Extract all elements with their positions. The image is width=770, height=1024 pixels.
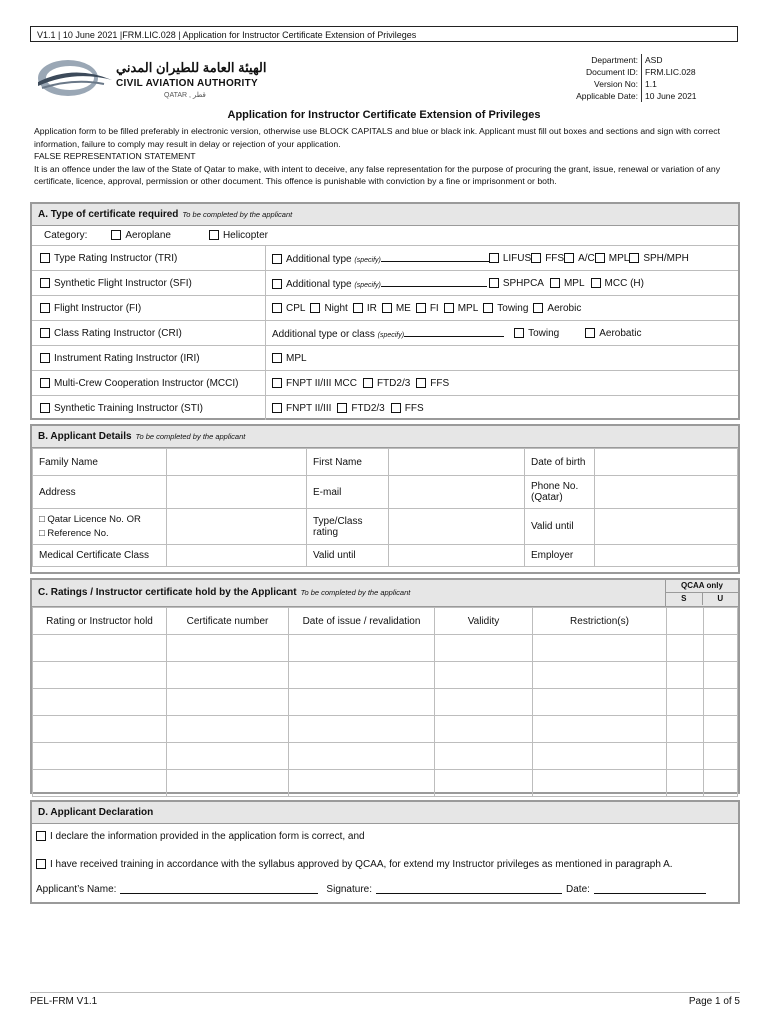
restriction-cell[interactable] bbox=[533, 770, 667, 797]
lifus-label: LIFUS bbox=[502, 252, 532, 264]
section-b bbox=[30, 424, 740, 574]
fnpt-checkbox[interactable] bbox=[272, 403, 282, 413]
tri-checkbox[interactable] bbox=[40, 253, 50, 263]
u-cell bbox=[704, 689, 738, 716]
ratings-table bbox=[32, 607, 738, 797]
restriction-cell[interactable] bbox=[533, 689, 667, 716]
swoosh-logo-icon bbox=[34, 56, 114, 102]
aeroplane-label: Aeroplane bbox=[125, 230, 171, 241]
specify-hint: (specify) bbox=[354, 257, 381, 264]
col-s-cell bbox=[667, 608, 704, 635]
section-d-header bbox=[32, 802, 738, 824]
caa-logo bbox=[34, 56, 294, 102]
ffs-checkbox[interactable] bbox=[531, 253, 541, 263]
cri-row bbox=[32, 321, 738, 346]
helicopter-label: Helicopter bbox=[222, 230, 268, 241]
section-c-header bbox=[32, 580, 738, 607]
tri-label: Type Rating Instructor (TRI) bbox=[54, 252, 178, 264]
restriction-cell[interactable] bbox=[533, 743, 667, 770]
table-row bbox=[33, 770, 738, 797]
sph-mph-label: SPH/MPH bbox=[643, 252, 689, 264]
mpl-checkbox[interactable] bbox=[595, 253, 605, 263]
cert-cell[interactable] bbox=[167, 635, 289, 662]
sti-checkbox[interactable] bbox=[40, 403, 50, 413]
qcaa-u-label: U bbox=[717, 594, 724, 603]
mcc-h-label: MCC (H) bbox=[604, 277, 644, 289]
fnpt-mcc-checkbox[interactable] bbox=[272, 378, 282, 388]
aeroplane-checkbox[interactable] bbox=[111, 230, 121, 240]
date-cell[interactable] bbox=[289, 743, 435, 770]
meta-value: FRM.LIC.028 bbox=[645, 67, 696, 77]
col-date-issue-header: Date of issue / revalidation bbox=[289, 608, 435, 635]
col-rating-header: Rating or Instructor hold bbox=[33, 608, 167, 635]
cert-cell[interactable] bbox=[167, 743, 289, 770]
fi-opt-label: FI bbox=[429, 302, 439, 314]
date-field[interactable] bbox=[594, 880, 706, 894]
declaration-2-row bbox=[32, 850, 738, 880]
validity-cell[interactable] bbox=[435, 716, 533, 743]
applicant-name-field[interactable] bbox=[120, 880, 318, 894]
iri-label: Instrument Rating Instructor (IRI) bbox=[54, 352, 200, 364]
table-row bbox=[33, 689, 738, 716]
mcci-row bbox=[32, 371, 738, 396]
tri-additional-checkbox[interactable] bbox=[272, 254, 282, 264]
table-row bbox=[33, 716, 738, 743]
first-name-label: First Name bbox=[307, 449, 389, 476]
helicopter-checkbox[interactable] bbox=[209, 230, 219, 240]
intro-instructions: Application form to be filled preferably in electronic version, otherwise use BLOCK CAPITALS and blue or black ink. Applicant must fill out boxes and sections and sign with correct information, failure to comply may result in delay or rejection of your application. bbox=[34, 126, 721, 149]
rating-cell[interactable] bbox=[33, 743, 167, 770]
type-class-field[interactable] bbox=[389, 509, 525, 545]
licence-field[interactable] bbox=[167, 509, 307, 545]
date-cell[interactable] bbox=[289, 716, 435, 743]
family-name-label: Family Name bbox=[33, 449, 167, 476]
fi-mpl-checkbox[interactable] bbox=[444, 303, 454, 313]
medical-label: Medical Certificate Class bbox=[33, 545, 167, 567]
declaration-2-checkbox[interactable] bbox=[36, 859, 46, 869]
u-cell bbox=[704, 770, 738, 797]
valid-until-label: Valid until bbox=[525, 509, 595, 545]
meta-value: ASD bbox=[645, 55, 663, 65]
restriction-cell[interactable] bbox=[533, 716, 667, 743]
tri-additional-label: Additional type bbox=[286, 254, 352, 265]
address-label: Address bbox=[33, 476, 167, 509]
tri-specify-line[interactable] bbox=[381, 251, 489, 262]
aerobatic-checkbox[interactable] bbox=[585, 328, 595, 338]
mcci-ftd-checkbox[interactable] bbox=[363, 378, 373, 388]
sti-ffs-label: FFS bbox=[404, 402, 424, 414]
mcci-ffs-checkbox[interactable] bbox=[416, 378, 426, 388]
signature-label: Signature: bbox=[326, 884, 373, 895]
s-cell bbox=[667, 689, 704, 716]
u-cell bbox=[704, 662, 738, 689]
iri-checkbox[interactable] bbox=[40, 353, 50, 363]
validity-cell[interactable] bbox=[435, 770, 533, 797]
table-row bbox=[33, 662, 738, 689]
licence-label: □ Qatar Licence No. OR bbox=[39, 513, 141, 525]
u-cell bbox=[704, 716, 738, 743]
family-name-field[interactable] bbox=[167, 449, 307, 476]
employer-label: Employer bbox=[525, 545, 595, 567]
false-rep-heading: FALSE REPRESENTATION STATEMENT bbox=[34, 151, 196, 162]
type-class-label: Type/Class rating bbox=[307, 509, 389, 545]
fi-label: Flight Instructor (FI) bbox=[54, 302, 142, 314]
date-cell[interactable] bbox=[289, 662, 435, 689]
night-checkbox[interactable] bbox=[310, 303, 320, 313]
col-validity-header: Validity bbox=[435, 608, 533, 635]
ir-label: IR bbox=[366, 302, 377, 314]
date-cell[interactable] bbox=[289, 770, 435, 797]
ffs-label: FFS bbox=[545, 252, 565, 264]
me-label: ME bbox=[395, 302, 411, 314]
logo-english-text: CIVIL AVIATION AUTHORITY bbox=[116, 78, 259, 89]
email-label: E-mail bbox=[307, 476, 389, 509]
fi-opt-checkbox[interactable] bbox=[416, 303, 426, 313]
rating-cell[interactable] bbox=[33, 689, 167, 716]
false-rep-statement: It is an offence under the law of the State of Qatar to make, with intent to deceive, any false representation for the purpose of procuring the grant, issue, renewal or variation of any certificate, licence, approval, permission or other document. This offence is punishable with conviction by a fine or imprisonment or both. bbox=[34, 163, 721, 187]
rating-cell[interactable] bbox=[33, 770, 167, 797]
restriction-cell[interactable] bbox=[533, 635, 667, 662]
towing-checkbox[interactable] bbox=[483, 303, 493, 313]
section-a-title: A. Type of certificate required bbox=[38, 209, 179, 220]
aerobatic-label: Aerobatic bbox=[599, 327, 642, 339]
medical-field[interactable] bbox=[167, 545, 307, 567]
footer-form-id: PEL-FRM V1.1 bbox=[30, 996, 98, 1007]
sfi-additional-label: Additional type bbox=[286, 279, 352, 290]
phone-field[interactable] bbox=[595, 476, 738, 509]
page-title: Application for Instructor Certificate Extension of Privileges bbox=[227, 109, 541, 121]
section-a-note: To be completed by the applicant bbox=[182, 210, 293, 219]
sfi-checkbox[interactable] bbox=[40, 278, 50, 288]
cri-label: Class Rating Instructor (CRI) bbox=[54, 327, 182, 339]
section-c-note: To be completed by the applicant bbox=[300, 588, 411, 597]
ir-checkbox[interactable] bbox=[353, 303, 363, 313]
cri-checkbox[interactable] bbox=[40, 328, 50, 338]
footer-page-number: Page 1 of 5 bbox=[688, 996, 740, 1007]
me-checkbox[interactable] bbox=[382, 303, 392, 313]
table-row bbox=[33, 635, 738, 662]
employer-field[interactable] bbox=[595, 545, 738, 567]
declaration-1-text: I declare the information provided in the application form is correct, and bbox=[50, 831, 365, 842]
rating-cell[interactable] bbox=[33, 662, 167, 689]
mcci-ftd-label: FTD2/3 bbox=[376, 377, 411, 389]
sfi-specify-line[interactable] bbox=[381, 276, 487, 287]
sph-mph-checkbox[interactable] bbox=[629, 253, 639, 263]
applicant-name-label: Applicant’s Name: bbox=[36, 884, 117, 895]
aerobic-checkbox[interactable] bbox=[533, 303, 543, 313]
section-b-header bbox=[32, 426, 738, 448]
table-row bbox=[33, 743, 738, 770]
sphpca-label: SPHPCA bbox=[502, 277, 544, 289]
col-restrictions-header: Restriction(s) bbox=[533, 608, 667, 635]
section-b-title: B. Applicant Details bbox=[38, 431, 132, 442]
cert-cell[interactable] bbox=[167, 662, 289, 689]
validity-cell[interactable] bbox=[435, 743, 533, 770]
category-row bbox=[32, 226, 738, 246]
fnpt-label: FNPT II/III bbox=[286, 402, 332, 414]
fi-mpl-label: MPL bbox=[457, 302, 479, 314]
meta-value: 10 June 2021 bbox=[645, 91, 697, 101]
reference-label: □ Reference No. bbox=[39, 527, 109, 539]
document-topline: V1.1 | 10 June 2021 |FRM.LIC.028 | Application for Instructor Certificate Extension of Privileges bbox=[30, 26, 738, 42]
s-cell bbox=[667, 662, 704, 689]
licence-label-cell bbox=[33, 509, 167, 545]
email-field[interactable] bbox=[389, 476, 525, 509]
section-d bbox=[30, 800, 740, 904]
night-label: Night bbox=[324, 302, 348, 314]
sti-label: Synthetic Training Instructor (STI) bbox=[54, 402, 203, 414]
qcaa-only-label: QCAA only bbox=[681, 581, 723, 590]
col-cert-number-header: Certificate number bbox=[167, 608, 289, 635]
ac-label: A/C bbox=[578, 252, 595, 264]
fi-checkbox[interactable] bbox=[40, 303, 50, 313]
cert-cell[interactable] bbox=[167, 689, 289, 716]
section-a-header bbox=[32, 204, 738, 226]
tri-row bbox=[32, 246, 738, 271]
iri-row bbox=[32, 346, 738, 371]
validity-cell[interactable] bbox=[435, 635, 533, 662]
cri-towing-label: Towing bbox=[528, 327, 560, 339]
address-field[interactable] bbox=[167, 476, 307, 509]
cpl-label: CPL bbox=[286, 302, 306, 314]
sphpca-checkbox[interactable] bbox=[489, 278, 499, 288]
cri-towing-checkbox[interactable] bbox=[514, 328, 524, 338]
signature-row bbox=[32, 880, 738, 900]
dob-field[interactable] bbox=[595, 449, 738, 476]
cri-additional-label: Additional type or class bbox=[272, 329, 375, 340]
declaration-1-row bbox=[32, 824, 738, 850]
u-cell bbox=[704, 743, 738, 770]
cri-specify-line[interactable] bbox=[404, 326, 504, 337]
sti-ffs-checkbox[interactable] bbox=[391, 403, 401, 413]
meta-key: Version No: bbox=[565, 78, 642, 90]
cert-cell[interactable] bbox=[167, 716, 289, 743]
applicant-details-table bbox=[32, 448, 738, 567]
mcc-h-checkbox[interactable] bbox=[591, 278, 601, 288]
sti-row bbox=[32, 396, 738, 420]
sti-ftd-checkbox[interactable] bbox=[337, 403, 347, 413]
s-cell bbox=[667, 716, 704, 743]
phone-label: Phone No. (Qatar) bbox=[525, 476, 595, 509]
aerobic-label: Aerobic bbox=[547, 302, 582, 314]
medical-valid-label: Valid until bbox=[307, 545, 389, 567]
footer-divider bbox=[30, 992, 740, 993]
mcci-ffs-label: FFS bbox=[430, 377, 450, 389]
s-cell bbox=[667, 743, 704, 770]
validity-cell[interactable] bbox=[435, 689, 533, 716]
dob-label: Date of birth bbox=[525, 449, 595, 476]
col-u-cell bbox=[704, 608, 738, 635]
specify-hint: (specify) bbox=[377, 332, 405, 339]
sfi-mpl-label: MPL bbox=[563, 277, 585, 289]
section-d-title: D. Applicant Declaration bbox=[38, 807, 154, 818]
date-cell[interactable] bbox=[289, 635, 435, 662]
document-meta-table bbox=[565, 54, 738, 102]
sfi-additional-checkbox[interactable] bbox=[272, 279, 282, 289]
section-c-title: C. Ratings / Instructor certificate hold by the Applicant bbox=[38, 587, 297, 598]
signature-field[interactable] bbox=[376, 880, 562, 894]
lifus-checkbox[interactable] bbox=[489, 253, 499, 263]
fnpt-mcc-label: FNPT II/III MCC bbox=[286, 377, 357, 389]
mpl-label: MPL bbox=[608, 252, 630, 264]
towing-label: Towing bbox=[497, 302, 529, 314]
iri-mpl-label: MPL bbox=[286, 352, 307, 364]
logo-arabic-text: الهيئة العامة للطيران المدني bbox=[116, 60, 267, 75]
declaration-1-checkbox[interactable] bbox=[36, 831, 46, 841]
u-cell bbox=[704, 635, 738, 662]
medical-valid-field[interactable] bbox=[389, 545, 525, 567]
sfi-row bbox=[32, 271, 738, 296]
specify-hint: (specify) bbox=[354, 282, 381, 289]
rating-cell[interactable] bbox=[33, 716, 167, 743]
meta-key: Document ID: bbox=[565, 66, 642, 78]
rating-cell[interactable] bbox=[33, 635, 167, 662]
sfi-label: Synthetic Flight Instructor (SFI) bbox=[54, 277, 192, 289]
logo-country-text: QATAR , قطر bbox=[164, 92, 206, 99]
qcaa-only-box bbox=[665, 580, 738, 606]
s-cell bbox=[667, 770, 704, 797]
mcci-label: Multi-Crew Cooperation Instructor (MCCI) bbox=[54, 377, 239, 389]
meta-key: Department: bbox=[565, 54, 642, 66]
first-name-field[interactable] bbox=[389, 449, 525, 476]
intro-text bbox=[34, 125, 738, 188]
valid-until-field[interactable] bbox=[595, 509, 738, 545]
mcci-checkbox[interactable] bbox=[40, 378, 50, 388]
iri-mpl-checkbox[interactable] bbox=[272, 353, 282, 363]
restriction-cell[interactable] bbox=[533, 662, 667, 689]
declaration-2-text: I have received training in accordance with the syllabus approved by QCAA, for extend my Instructor privileges as mentioned in paragraph A. bbox=[50, 859, 673, 870]
date-label: Date: bbox=[566, 884, 590, 895]
section-b-note: To be completed by the applicant bbox=[135, 432, 246, 441]
sti-ftd-label: FTD2/3 bbox=[351, 402, 385, 414]
sfi-mpl-checkbox[interactable] bbox=[550, 278, 560, 288]
fi-row bbox=[32, 296, 738, 321]
meta-key: Applicable Date: bbox=[565, 90, 642, 102]
date-cell[interactable] bbox=[289, 689, 435, 716]
qcaa-s-label: S bbox=[666, 593, 703, 605]
cert-cell[interactable] bbox=[167, 770, 289, 797]
ac-checkbox[interactable] bbox=[564, 253, 574, 263]
category-label: Category: bbox=[44, 230, 88, 241]
validity-cell[interactable] bbox=[435, 662, 533, 689]
section-c bbox=[30, 578, 740, 794]
s-cell bbox=[667, 635, 704, 662]
section-a bbox=[30, 202, 740, 420]
meta-value: 1.1 bbox=[645, 79, 657, 89]
cpl-checkbox[interactable] bbox=[272, 303, 282, 313]
